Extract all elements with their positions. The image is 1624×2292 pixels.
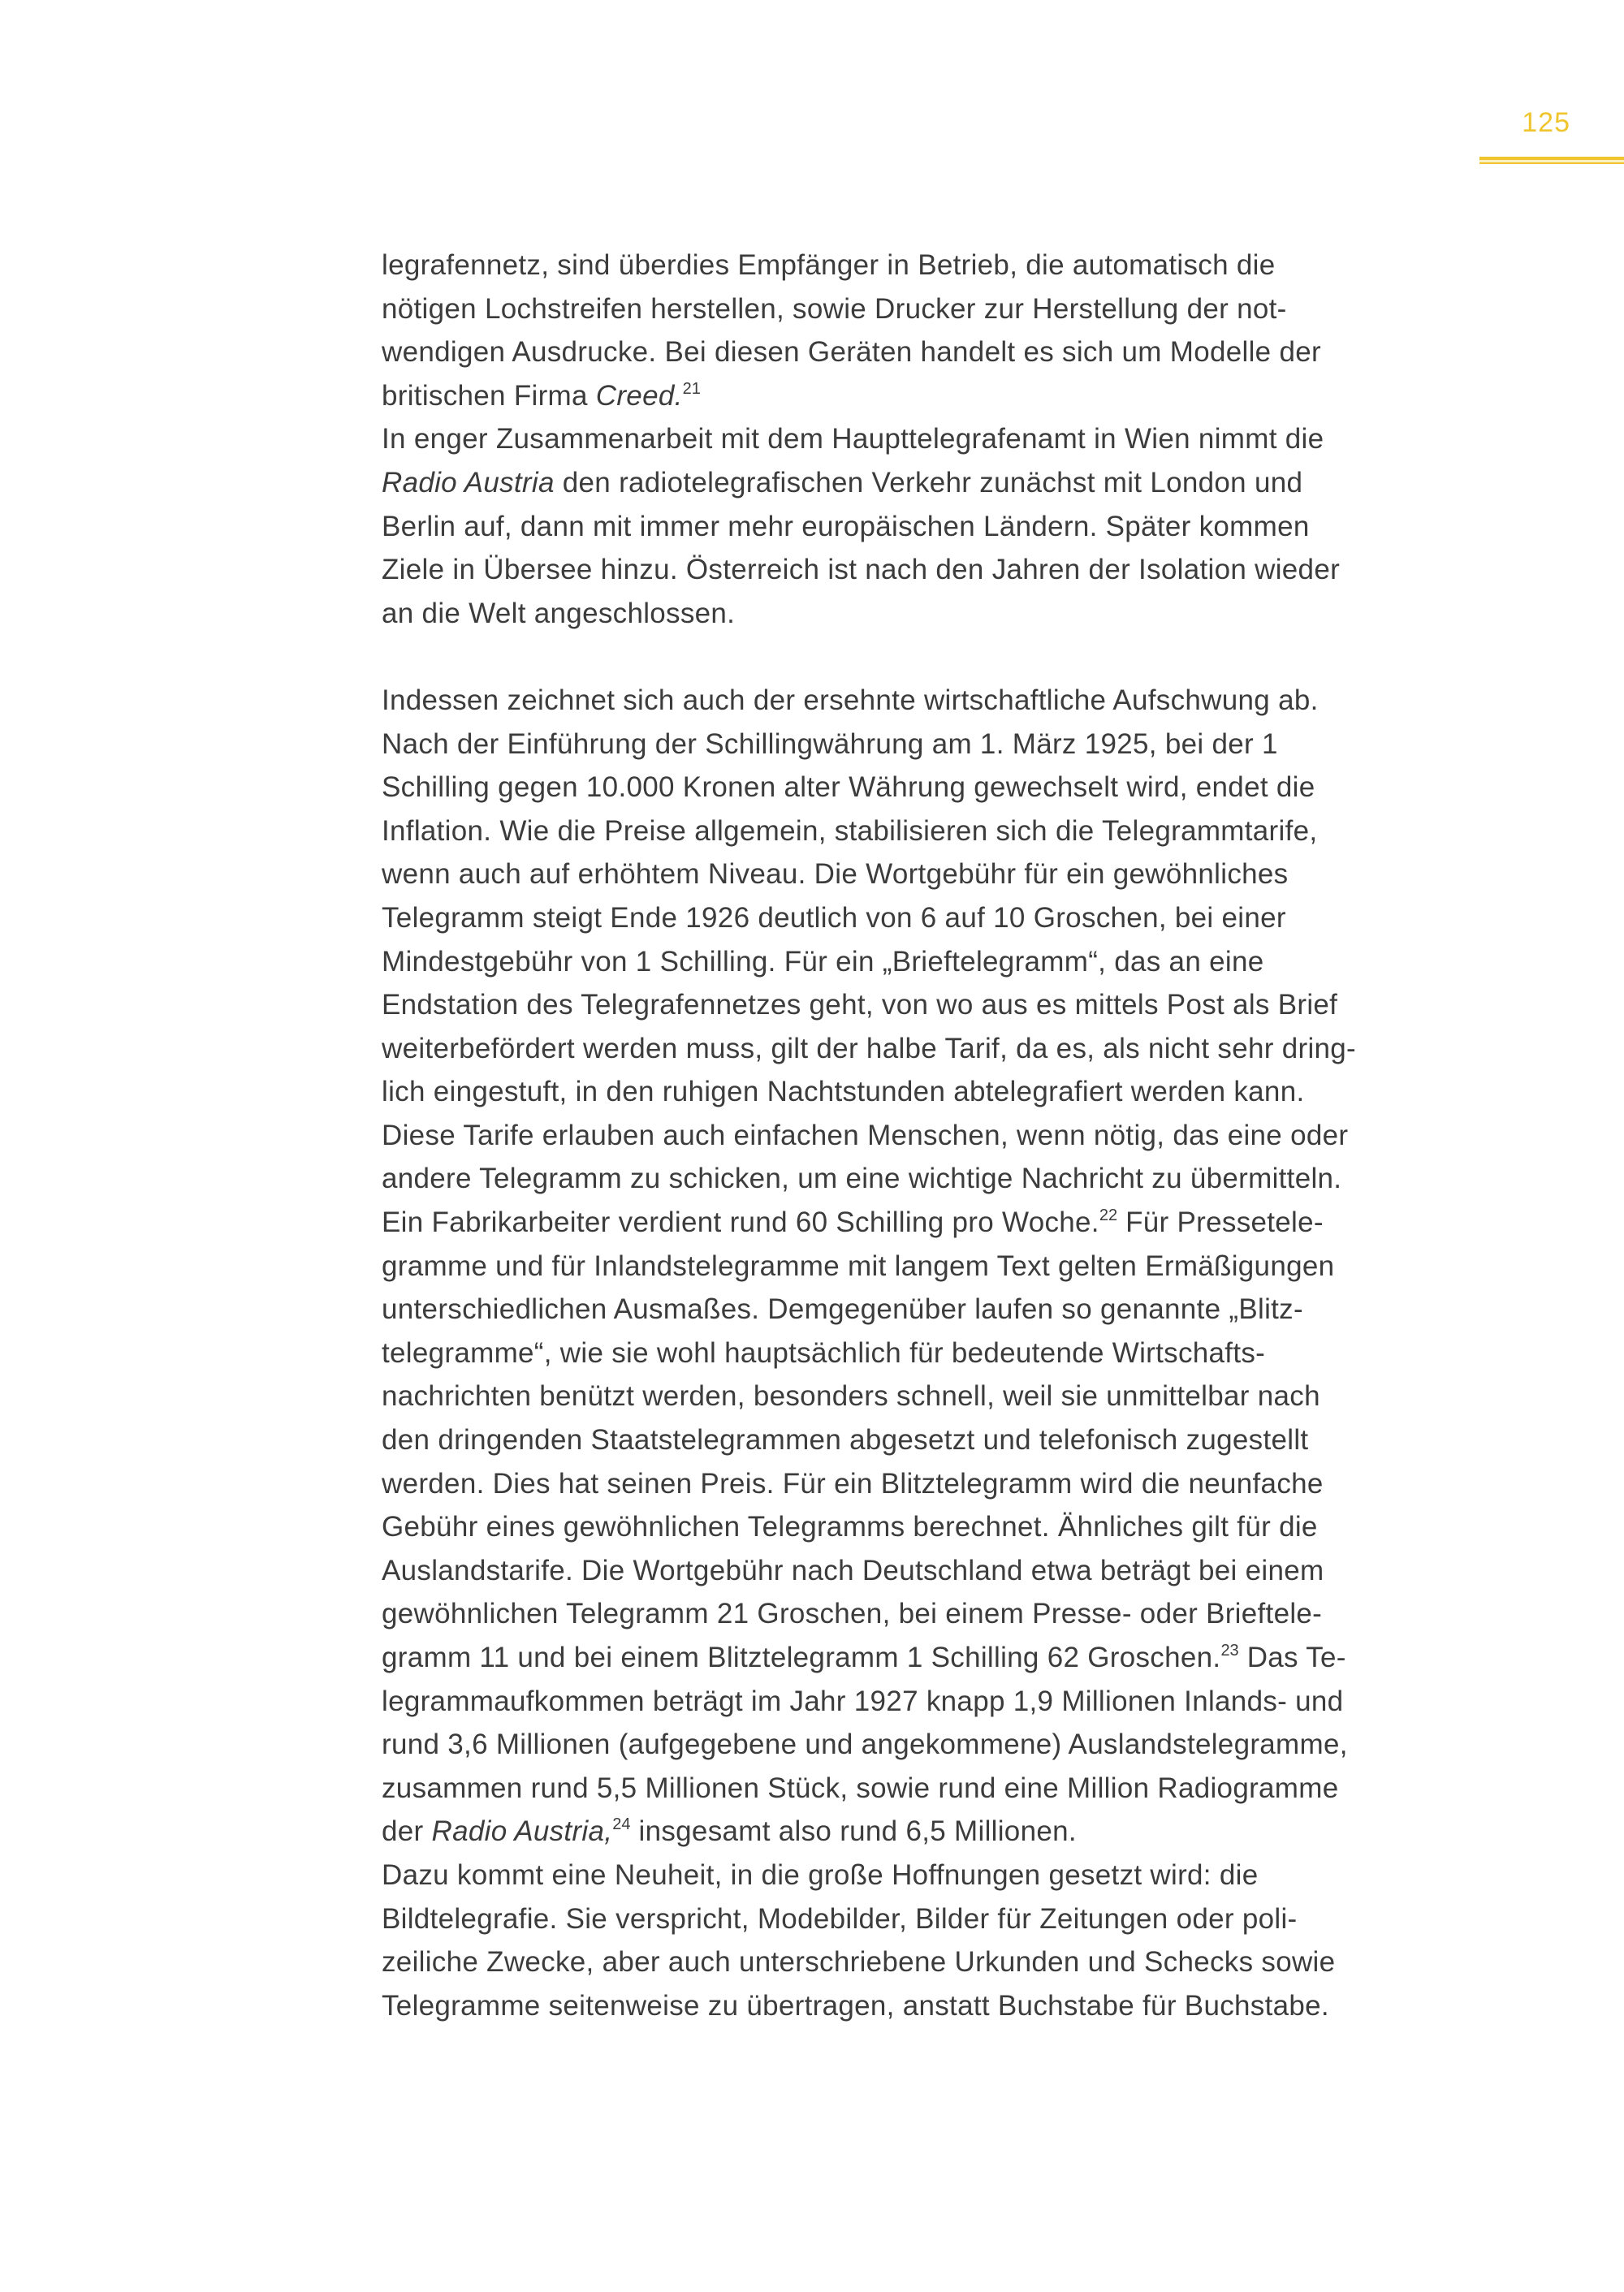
text-line: [382, 1723, 1486, 1767]
text-line: [382, 1070, 1486, 1114]
text-run: den radiotelegrafischen Verkehr zunächst mit London und: [554, 466, 1303, 499]
text-line: [382, 330, 1486, 374]
text-line: [382, 461, 1486, 505]
text-line: [382, 1897, 1486, 1941]
text-run: telegramme“, wie sie wohl hauptsächlich für bedeutende Wirtschafts-: [382, 1336, 1266, 1369]
text-run: unterschiedlichen Ausmaßes. Demgegenüber laufen so genannte „Blitz-: [382, 1293, 1303, 1326]
text-run: Indessen zeichnet sich auch der ersehnte wirtschaftliche Aufschwung ab.: [382, 684, 1319, 716]
text-line: [382, 852, 1486, 896]
text-line: [382, 1332, 1486, 1375]
text-run: rund 3,6 Millionen (aufgegebene und angekommene) Auslandstelegramme,: [382, 1729, 1348, 1761]
header-rule: [1479, 157, 1624, 164]
text-run: Das Te-: [1238, 1642, 1346, 1673]
text-run: weiterbefördert werden muss, gilt der halbe Tarif, da es, als nicht sehr dring-: [382, 1032, 1357, 1064]
text-run: nötigen Lochstreifen herstellen, sowie Drucker zur Herstellung der not-: [382, 292, 1287, 325]
text-line: [382, 1680, 1486, 1724]
text-run: andere Telegramm zu schicken, um eine wichtige Nachricht zu übermitteln.: [382, 1163, 1342, 1195]
text-run: zeiliche Zwecke, aber auch unterschriebene Urkunden und Schecks sowie: [382, 1946, 1336, 1979]
text-run: legrafennetz, sind überdies Empfänger in Betrieb, die automatisch die: [382, 249, 1276, 281]
text-run: Für Pressetele-: [1117, 1206, 1324, 1239]
text-line: [382, 1462, 1486, 1506]
text-run: Gebühr eines gewöhnlichen Telegramms berechnet. Ähnliches gilt für die: [382, 1511, 1318, 1543]
text-run: wendigen Ausdrucke. Bei diesen Geräten handelt es sich um Modelle der: [382, 336, 1321, 369]
text-run: zusammen rund 5,5 Millionen Stück, sowie rund eine Million Radiogramme: [382, 1772, 1339, 1804]
text-line: [382, 1201, 1486, 1245]
text-line: [382, 592, 1486, 636]
text-run: den dringenden Staatstelegrammen abgesetzt und telefonisch zugestellt: [382, 1424, 1309, 1457]
text-line: [382, 723, 1486, 766]
text-run: der: [382, 1815, 432, 1848]
text-run: Mindestgebühr von 1 Schilling. Für ein „Brieftelegramm“, das an eine: [382, 945, 1264, 978]
text-line: [382, 1636, 1486, 1680]
text-run: gramm 11 und bei einem Blitztelegramm 1 Schilling 62 Groschen.: [382, 1642, 1221, 1673]
text-run: wenn auch auf erhöhtem Niveau. Die Wortgebühr für ein gewöhnliches: [382, 858, 1289, 891]
text-run: In enger Zusammenarbeit mit dem Haupttelegrafenamt in Wien nimmt die: [382, 423, 1324, 455]
text-run: Radio Austria: [382, 466, 555, 499]
text-run: Ziele in Übersee hinzu. Österreich ist nach den Jahren der Isolation wieder: [382, 554, 1341, 586]
text-line: [382, 766, 1486, 809]
text-run: Ein Fabrikarbeiter verdient rund 60 Schilling pro Woche.: [382, 1206, 1099, 1239]
text-run: Endstation des Telegrafennetzes geht, von wo aus es mittels Post als Brief: [382, 989, 1338, 1021]
text-line: [382, 679, 1486, 723]
text-line: [382, 1027, 1486, 1071]
text-run: werden. Dies hat seinen Preis. Für ein Blitztelegramm wird die neunfache: [382, 1467, 1324, 1500]
text-run: Auslandstarife. Die Wortgebühr nach Deutschland etwa beträgt bei einem: [382, 1554, 1324, 1586]
text-line: [382, 1505, 1486, 1549]
text-run: Telegramme seitenweise zu übertragen, anstatt Buchstabe für Buchstabe.: [382, 1989, 1329, 2022]
text-run: Diese Tarife erlauben auch einfachen Menschen, wenn nötig, das eine oder: [382, 1119, 1349, 1151]
text-line: [382, 1767, 1486, 1811]
footnote-ref: 22: [1099, 1206, 1118, 1225]
text-line: [382, 983, 1486, 1027]
text-run: Nach der Einführung der Schillingwährung am 1. März 1925, bei der 1: [382, 727, 1278, 760]
footnote-ref: 21: [682, 379, 701, 398]
text-line: [382, 1854, 1486, 1897]
text-run: an die Welt angeschlossen.: [382, 597, 736, 629]
footnote-ref: 23: [1220, 1642, 1239, 1660]
text-line: [382, 287, 1486, 331]
text-run: nachrichten benützt werden, besonders schnell, weil sie unmittelbar nach: [382, 1380, 1320, 1413]
text-run: Dazu kommt eine Neuheit, in die große Hoffnungen gesetzt wird: die: [382, 1858, 1259, 1891]
text-run: Schilling gegen 10.000 Kronen alter Währung gewechselt wird, endet die: [382, 771, 1315, 804]
text-line: [382, 505, 1486, 549]
text-line: [382, 548, 1486, 592]
text-line: [382, 1418, 1486, 1462]
body-text: [382, 244, 1486, 2027]
text-line: [382, 417, 1486, 461]
text-line: [382, 1984, 1486, 2028]
text-line: [382, 1375, 1486, 1418]
text-run: Inflation. Wie die Preise allgemein, stabilisieren sich die Telegrammtarife,: [382, 814, 1318, 847]
text-line: [382, 1157, 1486, 1201]
text-run: Telegramm steigt Ende 1926 deutlich von 6 auf 10 Groschen, bei einer: [382, 901, 1286, 934]
text-run: Bildtelegrafie. Sie verspricht, Modebilder, Bilder für Zeitungen oder poli-: [382, 1902, 1298, 1935]
text-run: Radio Austria,: [431, 1815, 613, 1848]
text-line: [382, 940, 1486, 984]
page-number: 125: [1522, 107, 1570, 138]
text-line: [382, 1245, 1486, 1288]
footnote-ref: 24: [612, 1815, 631, 1834]
text-run: gewöhnlichen Telegramm 21 Groschen, bei einem Presse- oder Brieftele-: [382, 1598, 1323, 1630]
text-line: [382, 1810, 1486, 1854]
text-line: [382, 374, 1486, 418]
text-line: [382, 1592, 1486, 1636]
blank-line: [382, 635, 1486, 679]
text-line: [382, 1940, 1486, 1984]
text-run: gramme und für Inlandstelegramme mit langem Text gelten Ermäßigungen: [382, 1250, 1335, 1282]
text-run: lich eingestuft, in den ruhigen Nachtstunden abtelegrafiert werden kann.: [382, 1076, 1305, 1108]
text-line: [382, 1288, 1486, 1332]
text-run: Creed.: [595, 379, 683, 412]
text-run: insgesamt also rund 6,5 Millionen.: [630, 1815, 1077, 1848]
text-line: [382, 1549, 1486, 1593]
text-line: [382, 244, 1486, 287]
text-line: [382, 896, 1486, 940]
text-line: [382, 809, 1486, 853]
text-run: Berlin auf, dann mit immer mehr europäischen Ländern. Später kommen: [382, 510, 1310, 542]
text-line: [382, 1114, 1486, 1158]
text-run: legrammaufkommen beträgt im Jahr 1927 knapp 1,9 Millionen Inlands- und: [382, 1685, 1344, 1717]
text-run: britischen Firma: [382, 379, 596, 412]
